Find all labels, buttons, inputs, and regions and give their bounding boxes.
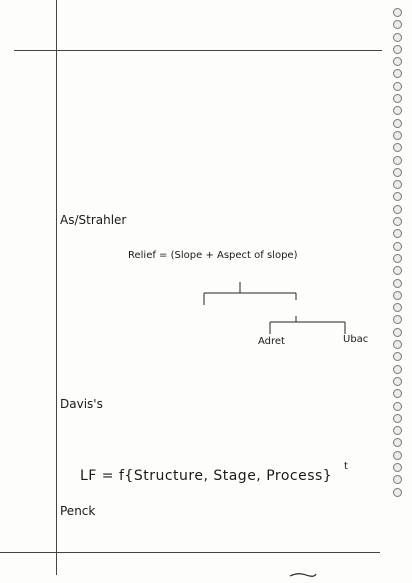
branch-adret-en: Adret: [258, 336, 285, 347]
davis-name: Davis's: [60, 397, 103, 411]
pen-mark: [288, 571, 318, 579]
relief-formula: Relief = (Slope + Aspect of slope): [128, 250, 298, 261]
penck-name: Penck: [60, 504, 96, 518]
lf-formula: LF = f{Structure, Stage, Process}: [80, 468, 333, 484]
davis-heading: [60, 398, 103, 411]
strahler-name: As/Strahler: [60, 213, 127, 227]
penck-heading: [60, 505, 95, 518]
lf-superscript: t: [344, 461, 348, 472]
branch-ubac-en: Ubac: [343, 334, 369, 345]
